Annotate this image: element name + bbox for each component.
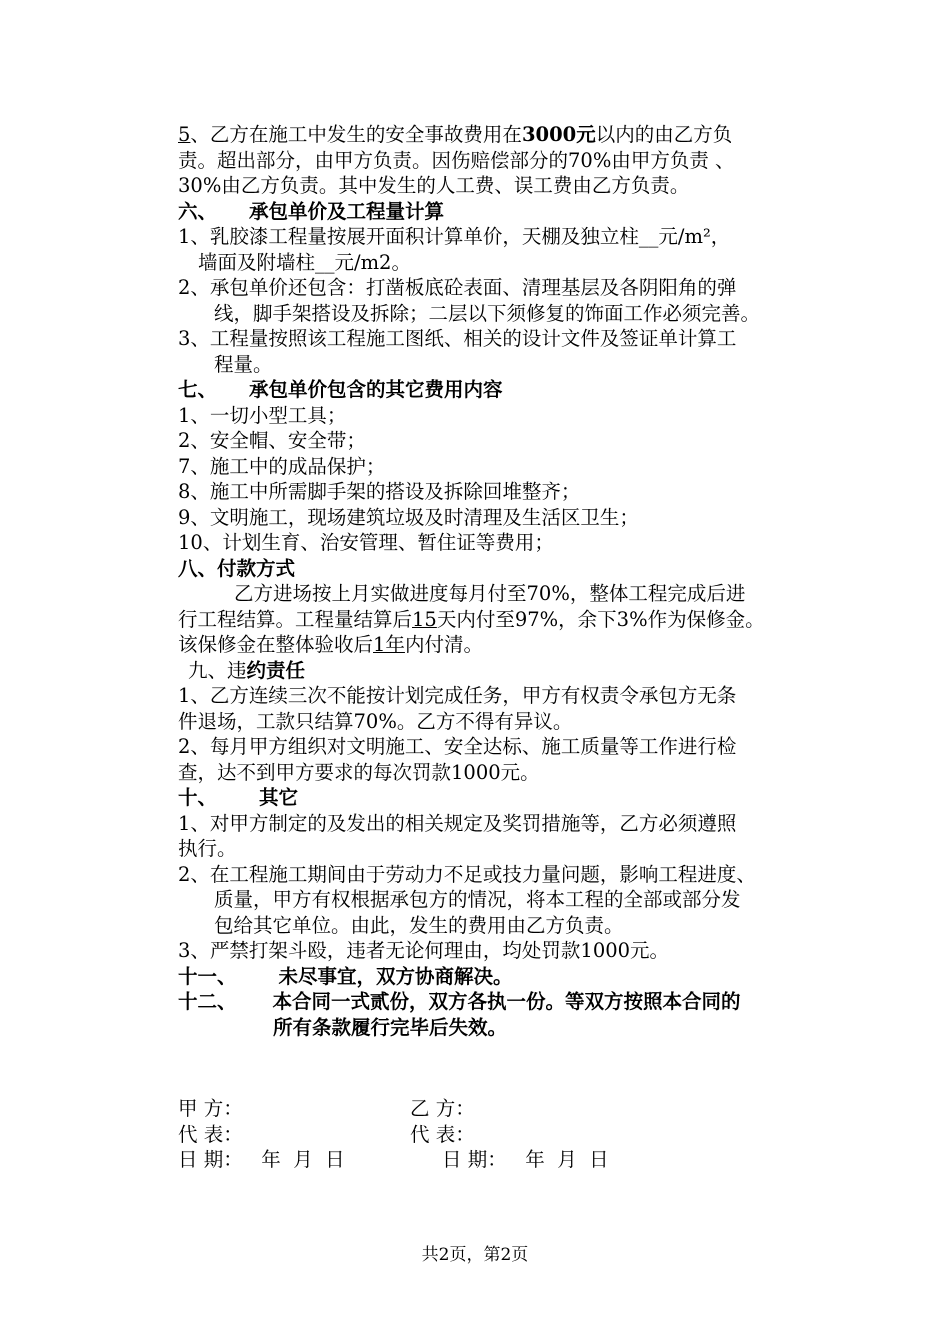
sec10-item: 执行。 (178, 837, 237, 860)
section-12-text: 所有条款履行完毕后失效。 (273, 1015, 508, 1039)
section-6-heading (178, 199, 818, 225)
clause-5-text-b: 以内的由乙方负 (595, 123, 733, 146)
clause-5-number: 5 (178, 123, 191, 146)
sec8-text: 天内付至97%，余下3%作为保修金。 (436, 607, 765, 631)
sec8-years: 1年 (373, 633, 405, 656)
sec8-line (178, 632, 818, 658)
contract-body (178, 122, 818, 1040)
page-footer: 共2页，第2页 (421, 1245, 529, 1265)
sec8-line (178, 607, 818, 633)
clause-5-line2: 责。超出部分，由甲方负责。因伤赔偿部分的70%由甲方负责 、 (178, 148, 735, 172)
section-9-title: 约责任 (246, 658, 306, 682)
section-10-number: 十、 (178, 786, 218, 809)
sec6-item: 3、工程量按照该工程施工图纸、相关的设计文件及签证单计算工 (178, 327, 737, 350)
sec10-item: 2、在工程施工期间由于劳动力不足或技力量问题，影响工程进度、 (178, 862, 756, 886)
section-7-title: 承包单价包含的其它费用内容 (249, 378, 503, 401)
sec8-text: 该保修金在整体验收后 (178, 633, 374, 656)
section-11-number: 十一、 (178, 964, 237, 988)
rep-a-label: 代 表： (178, 1122, 243, 1146)
section-7-number: 七、 (178, 378, 218, 401)
section-11-heading (178, 964, 818, 990)
clause-5-line1 (178, 122, 818, 148)
section-12-number: 十二、 (178, 990, 237, 1013)
sec6-item: 墙面及附墙柱__元/m2。 (198, 250, 411, 274)
sec9-item: 1、乙方连续三次不能按计划完成任务，甲方有权责令承包方无条 (178, 684, 737, 707)
section-11-title: 未尽事宜，双方协商解决。 (278, 964, 513, 988)
date-a-label: 日 期： 年 月 日 (178, 1148, 345, 1171)
section-12-heading (178, 989, 818, 1015)
sec7-item: 1、一切小型工具； (178, 403, 347, 427)
section-10-heading (178, 785, 818, 811)
sec6-item: 2、承包单价还包含：打凿板底砼表面、清理基层及各阴阳角的弹 (178, 276, 737, 299)
party-b-label: 乙 方： (410, 1097, 475, 1120)
clause-5-amount: 3000元 (521, 123, 596, 146)
sec6-item: 线，脚手架搭设及拆除；二层以下须修复的饰面工作必须完善。 (214, 301, 761, 325)
section-12-line2 (178, 1015, 818, 1041)
sec9-item: 2、每月甲方组织对文明施工、安全达标、施工质量等工作进行检 (178, 735, 737, 758)
party-a-label: 甲 方： (178, 1097, 243, 1120)
sec6-item: 程量。 (214, 352, 273, 376)
section-12-text: 本合同一式贰份，双方各执一份。等双方按照本合同的 (272, 990, 741, 1013)
sec9-item: 件退场，工款只结算70%。乙方不得有异议。 (178, 709, 573, 733)
clause-5-line3: 30%由乙方负责。其中发生的人工费、误工费由乙方负责。 (178, 174, 690, 197)
sec10-item: 质量，甲方有权根据承包方的情况，将本工程的全部或部分发 (214, 888, 741, 911)
sec10-item: 1、对甲方制定的及发出的相关规定及奖罚措施等，乙方必须遵照 (178, 811, 737, 835)
section-9-heading (178, 658, 818, 684)
section-8-heading: 八、付款方式 (178, 556, 296, 580)
sec10-item: 包给其它单位。由此，发生的费用由乙方负责。 (214, 913, 624, 937)
section-6-title: 承包单价及工程量计算 (249, 199, 445, 223)
sec6-item: 1、乳胶漆工程量按展开面积计算单价，天棚及独立柱__元/m²， (178, 225, 731, 248)
sec10-item: 3、严禁打架斗殴，违者无论何理由，均处罚款1000元。 (178, 939, 670, 962)
sec7-item: 2、安全帽、安全带； (178, 429, 366, 452)
clause-5-text-a: 、乙方在施工中发生的安全事故费用在 (190, 123, 522, 146)
sec9-item: 查，达不到甲方要求的每次罚款1000元。 (178, 760, 540, 784)
section-6-number: 六、 (178, 199, 218, 223)
section-7-heading (178, 377, 818, 403)
rep-b-label: 代 表： (410, 1122, 475, 1146)
sec8-days: 15 (412, 607, 437, 631)
sec8-text: 内付清。 (404, 633, 483, 656)
sec7-item: 9、文明施工，现场建筑垃圾及时清理及生活区卫生； (178, 505, 639, 529)
sec7-item: 8、施工中所需脚手架的搭设及拆除回堆整齐； (178, 480, 581, 503)
sec8-text: 行工程结算。工程量结算后 (178, 607, 413, 631)
date-b-label: 日 期： 年 月 日 (442, 1148, 609, 1171)
section-10-title: 其它 (259, 786, 299, 809)
section-9-number: 九、违 (188, 658, 247, 682)
sec7-item: 10、计划生育、治安管理、暂住证等费用； (178, 531, 554, 554)
sec8-line: 乙方进场按上月实做进度每月付至70%，整体工程完成后进 (234, 582, 746, 605)
sec7-item: 7、施工中的成品保护； (178, 454, 386, 478)
